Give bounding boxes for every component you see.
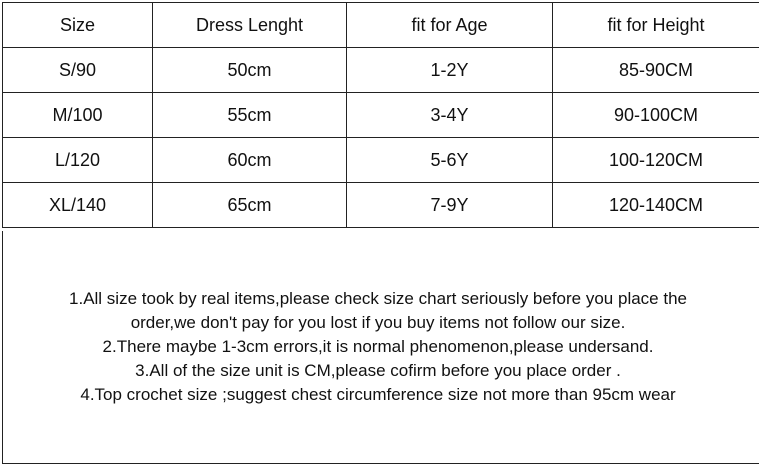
cell-fit-height: 85-90CM bbox=[553, 48, 759, 93]
cell-fit-age: 3-4Y bbox=[347, 93, 553, 138]
table-row bbox=[3, 48, 759, 93]
cell-size: XL/140 bbox=[3, 183, 153, 228]
header-size: Size bbox=[3, 3, 153, 48]
note-line: 3.All of the size unit is CM,please cofirm before you place order . bbox=[135, 361, 621, 380]
cell-fit-height: 100-120CM bbox=[553, 138, 759, 183]
size-notes bbox=[2, 287, 754, 407]
table-row bbox=[3, 138, 759, 183]
table-row bbox=[3, 183, 759, 228]
header-fit-age: fit for Age bbox=[347, 3, 553, 48]
cell-dress-length: 50cm bbox=[153, 48, 347, 93]
cell-dress-length: 65cm bbox=[153, 183, 347, 228]
cell-size: M/100 bbox=[3, 93, 153, 138]
header-fit-height: fit for Height bbox=[553, 3, 759, 48]
header-dress-length: Dress Lenght bbox=[153, 3, 347, 48]
cell-size: S/90 bbox=[3, 48, 153, 93]
note-line: 4.Top crochet size ;suggest chest circumference size not more than 95cm wear bbox=[80, 385, 676, 404]
note-line: 2.There maybe 1-3cm errors,it is normal phenomenon,please undersand. bbox=[102, 337, 654, 356]
cell-fit-height: 120-140CM bbox=[553, 183, 759, 228]
cell-fit-age: 7-9Y bbox=[347, 183, 553, 228]
table-header-row bbox=[3, 3, 759, 48]
cell-fit-age: 5-6Y bbox=[347, 138, 553, 183]
cell-fit-age: 1-2Y bbox=[347, 48, 553, 93]
cell-dress-length: 55cm bbox=[153, 93, 347, 138]
cell-fit-height: 90-100CM bbox=[553, 93, 759, 138]
table-row bbox=[3, 93, 759, 138]
size-chart-table bbox=[2, 2, 759, 228]
note-line: order,we don't pay for you lost if you buy items not follow our size. bbox=[130, 313, 626, 332]
cell-size: L/120 bbox=[3, 138, 153, 183]
note-line: 1.All size took by real items,please check size chart seriously before you place the bbox=[69, 289, 687, 308]
cell-dress-length: 60cm bbox=[153, 138, 347, 183]
